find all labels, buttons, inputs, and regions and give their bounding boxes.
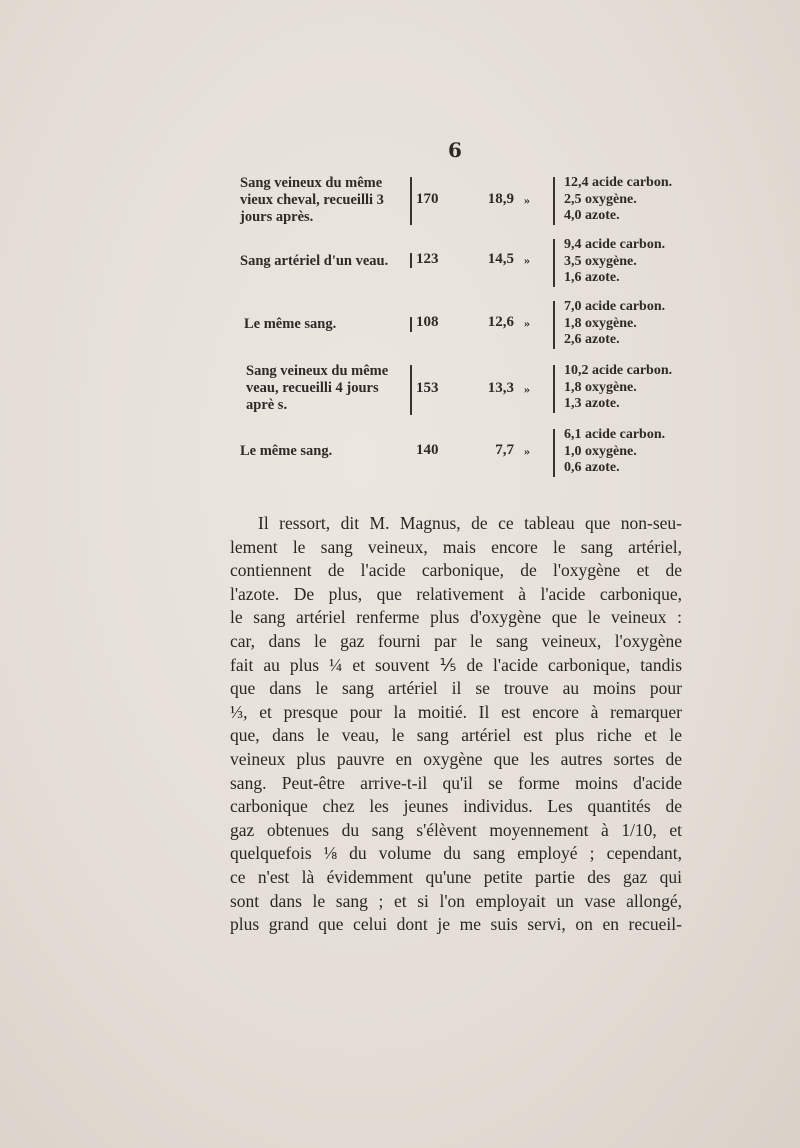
paragraph-line: plus grand que celui dont je me suis servi, on en recueil-	[230, 914, 682, 935]
composition-line: 3,5 oxygène.	[564, 253, 637, 269]
composition-line: 1,8 oxygène.	[564, 379, 637, 395]
composition-line: 1,0 oxygène.	[564, 443, 637, 459]
row-label-line: Le même sang.	[244, 316, 337, 332]
gas-composition	[564, 427, 704, 477]
gas-volume-value: 18,9	[487, 191, 514, 207]
row-label-line: jours après.	[240, 209, 314, 225]
paragraph-line: que dans le sang artériel il se trouve au moins pour	[230, 678, 682, 699]
blood-volume-value: 170	[416, 191, 439, 207]
paragraph-line: Il ressort, dit M. Magnus, de ce tableau que non-seu-	[258, 513, 682, 533]
left-bracket	[410, 365, 412, 415]
blood-volume-value: 153	[416, 380, 439, 396]
row-label-line: vieux cheval, recueilli 3	[240, 192, 384, 208]
gas-volume-value: 12,6	[487, 314, 514, 330]
row-label-line: Sang veineux du même	[240, 175, 383, 191]
gas-composition	[564, 363, 704, 413]
row-label	[246, 363, 408, 414]
composition-line: 9,4 acide carbon.	[564, 237, 666, 252]
paragraph-line: contiennent de l'acide carbonique, de l'oxygène et de	[230, 560, 682, 581]
row-label-line: veau, recueilli 4 jours	[246, 380, 379, 396]
left-bracket	[410, 253, 412, 268]
paragraph-line: sont dans le sang ; et si l'on employait un vase allongé,	[230, 890, 682, 911]
paragraph-line: car, dans le gaz fourni par le sang veineux, l'oxygène	[230, 630, 682, 651]
paragraph-line: gaz obtenues du sang s'élèvent moyennement à 1/10, et	[230, 819, 682, 840]
paragraph-line: ce n'est là évidemment qu'une petite partie des gaz qui	[230, 866, 682, 887]
blood-volume-value: 140	[416, 442, 439, 458]
composition-line: 1,6 azote.	[564, 270, 620, 285]
gas-volume-value: 13,3	[487, 380, 514, 396]
paragraph-line: lement le sang veineux, mais encore le sang artériel,	[230, 536, 682, 557]
paragraph-line: carbonique chez les jeunes individus. Les quantités de	[230, 796, 682, 817]
ditto-mark: »	[524, 253, 530, 267]
composition-line: 1,3 azote.	[564, 396, 620, 411]
composition-line: 0,6 azote.	[564, 460, 620, 475]
ditto-mark: »	[524, 444, 530, 458]
gas-composition	[564, 237, 704, 287]
row-label	[244, 316, 412, 333]
row-label-line: Sang veineux du même	[246, 363, 389, 379]
right-bracket	[553, 365, 555, 413]
paragraph-line: fait au plus ¼ et souvent ⅕ de l'acide carbonique, tandis	[230, 654, 682, 675]
composition-line: 12,4 acide carbon.	[564, 175, 673, 190]
composition-line: 1,8 oxygène.	[564, 315, 637, 331]
right-bracket	[553, 177, 555, 225]
ditto-mark: »	[524, 382, 530, 396]
right-bracket	[553, 301, 555, 349]
gas-volume-value: 7,7	[495, 442, 514, 458]
left-bracket	[410, 177, 412, 225]
blood-volume-value: 123	[416, 251, 439, 267]
ditto-mark: »	[524, 193, 530, 207]
gas-composition	[564, 175, 704, 225]
row-label-line: aprè s.	[246, 397, 288, 413]
left-bracket	[410, 317, 412, 332]
composition-line: 2,5 oxygène.	[564, 191, 637, 207]
blood-volume-value: 108	[416, 314, 439, 330]
paragraph-line: sang. Peut-être arrive-t-il qu'il se forme moins d'acide	[230, 772, 682, 793]
paragraph-line: que, dans le veau, le sang artériel est plus riche et le	[230, 725, 682, 746]
body-paragraph	[230, 512, 682, 937]
row-label	[240, 443, 408, 460]
row-label-line: Le même sang.	[240, 443, 333, 459]
paragraph-line: veineux plus pauvre en oxygène que les autres sortes de	[230, 748, 682, 769]
paragraph-line: l'azote. De plus, que relativement à l'acide carbonique,	[230, 583, 682, 604]
composition-line: 4,0 azote.	[564, 208, 620, 223]
row-label	[240, 175, 408, 226]
right-bracket	[553, 239, 555, 287]
row-label	[240, 253, 408, 270]
gas-composition	[564, 299, 704, 349]
paragraph-line: quelquefois ⅛ du volume du sang employé ; cependant,	[230, 843, 682, 864]
paragraph-line: le sang artériel renferme plus d'oxygène que le veineux :	[230, 607, 682, 628]
gas-volume-value: 14,5	[487, 251, 514, 267]
page-number: 6	[448, 138, 462, 162]
right-bracket	[553, 429, 555, 477]
ditto-mark: »	[524, 316, 530, 330]
composition-line: 6,1 acide carbon.	[564, 427, 666, 442]
composition-line: 7,0 acide carbon.	[564, 299, 666, 314]
row-label-line: Sang artériel d'un veau.	[240, 253, 389, 269]
composition-line: 2,6 azote.	[564, 332, 620, 347]
paragraph-line: ⅓, et presque pour la moitié. Il est encore à remarquer	[230, 701, 682, 722]
composition-line: 10,2 acide carbon.	[564, 363, 673, 378]
